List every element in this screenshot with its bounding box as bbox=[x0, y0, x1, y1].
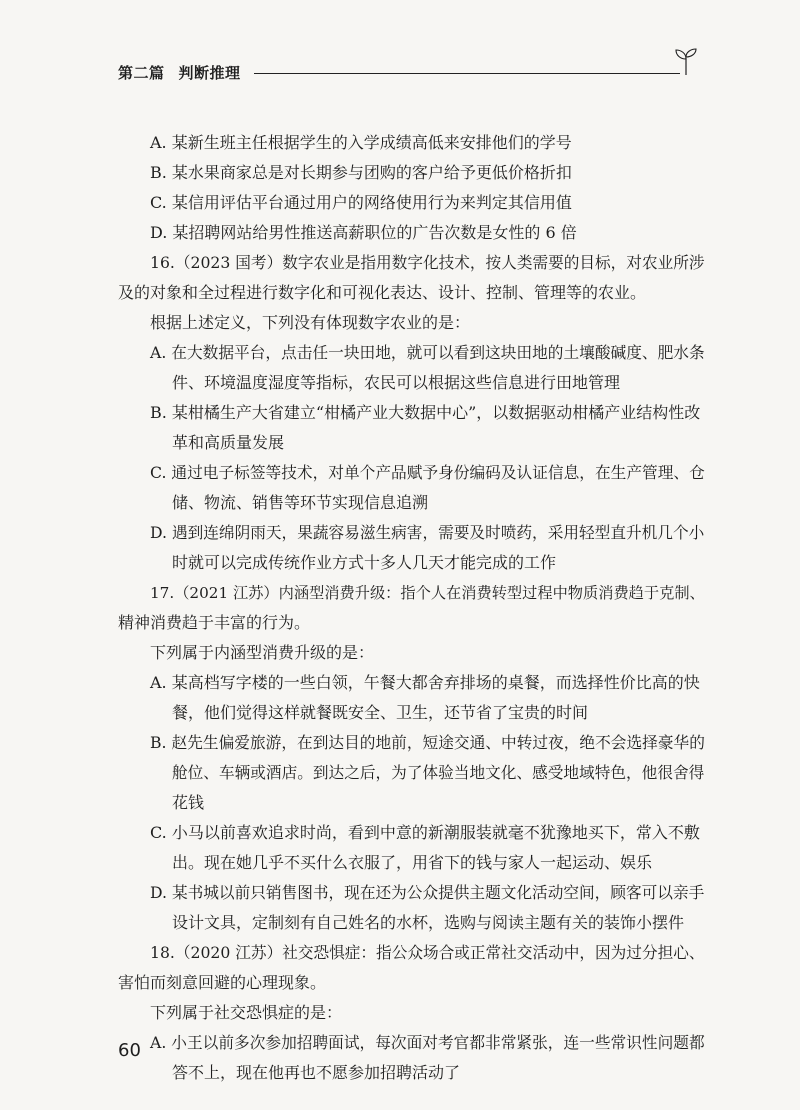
option-line-continued: 时就可以完成传统作业方式十多人几天才能完成的工作 bbox=[172, 553, 557, 572]
option-line: D. 某招聘网站给男性推送高薪职位的广告次数是女性的 6 倍 bbox=[150, 223, 577, 242]
header-title bbox=[118, 62, 241, 83]
option-line: D. 遇到连绵阴雨天，果蔬容易滋生病害，需要及时喷药，采用轻型直升机几个小 bbox=[150, 523, 705, 542]
option-line-continued: 储、物流、销售等环节实现信息追溯 bbox=[172, 493, 429, 512]
option-line: C. 通过电子标签等技术，对单个产品赋予身份编码及认证信息，在生产管理、仓 bbox=[150, 463, 705, 482]
option-line-continued: 革和高质量发展 bbox=[172, 433, 285, 452]
question-prompt: 下列属于社交恐惧症的是： bbox=[150, 1003, 343, 1022]
option-line-continued: 餐，他们觉得这样就餐既安全、卫生，还节省了宝贵的时间 bbox=[172, 703, 589, 722]
option-line: A. 某高档写字楼的一些白领，午餐大都舍弃排场的桌餐，而选择性价比高的快 bbox=[150, 673, 700, 692]
question-stem: 18.（2020 江苏）社交恐惧症：指公众场合或正常社交活动中，因为过分担心、 bbox=[150, 943, 705, 962]
option-line-continued: 件、环境温度湿度等指标，农民可以根据这些信息进行田地管理 bbox=[172, 373, 621, 392]
option-line: A. 小王以前多次参加招聘面试，每次面对考官都非常紧张，连一些常识性问题都 bbox=[150, 1033, 705, 1052]
option-line: B. 赵先生偏爱旅游，在到达目的地前，短途交通、中转过夜，绝不会选择豪华的 bbox=[150, 733, 705, 752]
option-line-continued: 出。现在她几乎不买什么衣服了，用省下的钱与家人一起运动、娱乐 bbox=[172, 853, 653, 872]
option-line-continued: 舱位、车辆或酒店。到达之后，为了体验当地文化、感受地域特色，他很舍得 bbox=[172, 763, 705, 782]
question-stem-continued: 精神消费趋于丰富的行为。 bbox=[118, 613, 311, 632]
sprout-icon bbox=[674, 46, 698, 76]
option-line: C. 小马以前喜欢追求时尚，看到中意的新潮服装就毫不犹豫地买下，常入不敷 bbox=[150, 823, 700, 842]
header-chapter: 判断推理 bbox=[178, 64, 241, 82]
option-line: D. 某书城以前只销售图书，现在还为公众提供主题文化活动空间，顾客可以亲手 bbox=[150, 883, 705, 902]
option-line: A. 在大数据平台，点击任一块田地，就可以看到这块田地的土壤酸碱度、肥水条 bbox=[150, 343, 705, 362]
question-prompt: 下列属于内涵型消费升级的是： bbox=[150, 643, 375, 662]
page-number: 60 bbox=[118, 1040, 141, 1061]
option-line: B. 某柑橘生产大省建立“柑橘产业大数据中心”，以数据驱动柑橘产业结构性改 bbox=[150, 403, 701, 422]
question-stem-continued: 害怕而刻意回避的心理现象。 bbox=[118, 973, 327, 992]
option-line-continued: 花钱 bbox=[172, 793, 205, 812]
option-line-continued: 答不上，现在他再也不愿参加招聘活动了 bbox=[172, 1063, 461, 1082]
question-prompt: 根据上述定义，下列没有体现数字农业的是： bbox=[150, 313, 471, 332]
header-section: 第二篇 bbox=[118, 64, 165, 82]
question-stem: 17.（2021 江苏）内涵型消费升级：指个人在消费转型过程中物质消费趋于克制、 bbox=[150, 584, 705, 602]
option-line: B. 某水果商家总是对长期参与团购的客户给予更低价格折扣 bbox=[150, 163, 572, 182]
question-stem-continued: 及的对象和全过程进行数字化和可视化表达、设计、控制、管理等的农业。 bbox=[118, 283, 647, 302]
option-line: C. 某信用评估平台通过用户的网络使用行为来判定其信用值 bbox=[150, 193, 572, 212]
header-rule bbox=[254, 73, 680, 74]
option-line: A. 某新生班主任根据学生的入学成绩高低来安排他们的学号 bbox=[150, 133, 572, 152]
option-line-continued: 设计文具，定制刻有自己姓名的水杯，选购与阅读主题有关的装饰小摆件 bbox=[172, 913, 685, 932]
question-stem: 16.（2023 国考）数字农业是指用数字化技术，按人类需要的目标，对农业所涉 bbox=[150, 253, 705, 272]
running-header bbox=[118, 60, 698, 86]
